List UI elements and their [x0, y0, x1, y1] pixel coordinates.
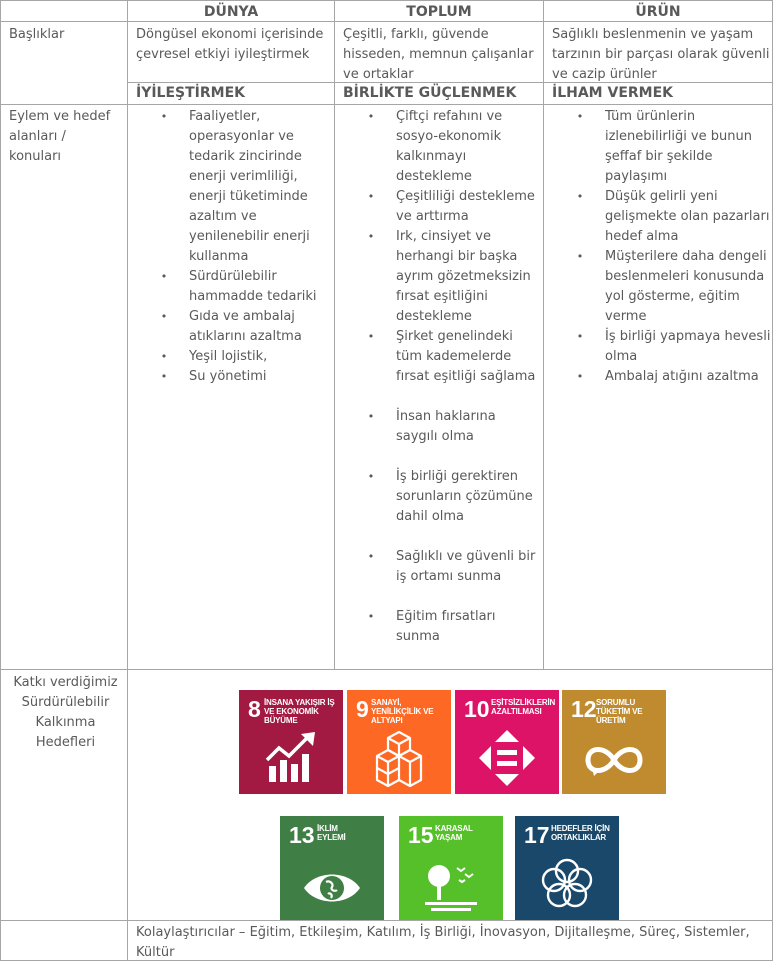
- sdg-number: 12: [571, 696, 597, 722]
- growth-chart-icon: [261, 728, 321, 788]
- actions-world-list: [160, 107, 331, 387]
- sdg-tile-12: [562, 690, 666, 794]
- list-item: • İş birliği yapmaya hevesli olma: [576, 329, 771, 364]
- pillar-product: İLHAM VERMEK: [552, 85, 674, 101]
- sdg-title: SANAYİ, YENİLİKÇİLİK VE ALTYAPI: [371, 698, 434, 725]
- list-item: • İnsan haklarına saygılı olma: [367, 409, 496, 444]
- headline-product: Sağlıklı beslenmenin ve yaşam tarzının bir parçası olarak güvenli ve cazip ürünler: [552, 27, 770, 82]
- table-row-divider: [0, 104, 773, 105]
- cubes-icon: [369, 728, 429, 788]
- list-item: • Faaliyetler, operasyonlar ve tedarik zincirinde enerji verimliliği, enerji tüketiminde azaltım ve yenilenebilir enerji kullanma: [160, 109, 310, 264]
- sdg-tile-8: [239, 690, 343, 794]
- row-label-actions: Eylem ve hedef alanları / konuları: [9, 109, 111, 164]
- list-item: • Çiftçi refahını ve sosyo-ekonomik kalkınmayı destekleme: [367, 109, 503, 184]
- actions-product-list: [576, 107, 771, 387]
- list-item: • Irk, cinsiyet ve herhangi bir başka ayrım gözetmeksizin fırsat eşitliğini destekleme: [367, 229, 531, 324]
- sdg-number: 17: [524, 822, 550, 848]
- sdg-number: 13: [289, 822, 315, 848]
- table-row-divider: [0, 920, 773, 921]
- sdg-number: 8: [248, 696, 261, 722]
- table-col-divider: [127, 0, 128, 961]
- list-item: • Şirket genelindeki tüm kademelerde fırsat eşitliği sağlama: [367, 329, 536, 384]
- equality-icon: [477, 728, 537, 788]
- list-item: • Müşterilere daha dengeli beslenmeleri konusunda yol gösterme, eğitim verme: [576, 249, 767, 324]
- column-header-world: DÜNYA: [203, 4, 259, 20]
- eye-globe-icon: [302, 854, 362, 914]
- sdg-title: SORUMLU TÜKETİM VE ÜRETİM: [596, 698, 643, 725]
- infinity-icon: [584, 728, 644, 788]
- list-item: • Gıda ve ambalaj atıklarını azaltma: [160, 309, 302, 344]
- sdg-tile-9: [347, 690, 451, 794]
- sdg-tile-10: [455, 690, 559, 794]
- list-item: • Eğitim fırsatları sunma: [367, 609, 496, 644]
- headline-society: Çeşitli, farklı, güvende hisseden, memnun çalışanlar ve ortaklar: [343, 27, 534, 82]
- sdg-title: EŞİTSİZLİKLERİN AZALTILMASI: [491, 698, 556, 716]
- enablers-text: Kolaylaştırıcılar – Eğitim, Etkileşim, Katılım, İş Birliği, İnovasyon, Dijitalleşme, Süreç, Sistemler, Kültür: [136, 925, 750, 960]
- column-header-product: ÜRÜN: [635, 4, 681, 20]
- flower-rings-icon: [537, 854, 597, 914]
- sdg-tile-17: [515, 816, 619, 920]
- sdg-number: 9: [356, 696, 369, 722]
- sdg-title: KARASAL YAŞAM: [435, 824, 473, 842]
- list-item: • İş birliği gerektiren sorunların çözümüne dahil olma: [367, 469, 533, 524]
- list-item: • Sağlıklı ve güvenli bir iş ortamı sunma: [367, 549, 536, 584]
- pillar-world: İYİLEŞTİRMEK: [136, 85, 246, 101]
- pillar-society: BİRLİKTE GÜÇLENMEK: [343, 85, 517, 101]
- sdg-title: İKLİM EYLEMİ: [317, 824, 346, 842]
- list-item: • Sürdürülebilir hammadde tedariki: [160, 269, 317, 304]
- actions-society-list: [367, 107, 540, 647]
- sdg-title: İNSANA YAKIŞIR İŞ VE EKONOMİK BÜYÜME: [264, 698, 335, 725]
- bullet-list-world: [160, 107, 331, 387]
- table-col-divider: [543, 0, 544, 670]
- sdg-tile-13: [280, 816, 384, 920]
- sdg-tile-15: [399, 816, 503, 920]
- sdg-number: 15: [408, 822, 434, 848]
- row-label-headlines: Başlıklar: [9, 27, 65, 42]
- table-border-left: [0, 0, 1, 961]
- tree-birds-icon: [421, 854, 481, 914]
- bullet-list-society: [367, 107, 540, 647]
- table-col-divider: [334, 0, 335, 670]
- list-item: • Ambalaj atığını azaltma: [576, 369, 759, 384]
- table-row-divider: [0, 669, 773, 670]
- bullet-list-product: [576, 107, 771, 387]
- column-header-society: TOPLUM: [406, 4, 472, 20]
- list-item: • Tüm ürünlerin izlenebilirliği ve bunun şeffaf bir şekilde paylaşımı: [576, 109, 752, 184]
- list-item: • Yeşil lojistik,: [160, 349, 268, 364]
- sdg-title: HEDEFLER İÇİN ORTAKLIKLAR: [551, 824, 610, 842]
- headline-world: Döngüsel ekonomi içerisinde çevresel etkiyi iyileştirmek: [136, 27, 324, 62]
- sdg-number: 10: [464, 696, 490, 722]
- list-item: • Su yönetimi: [160, 369, 267, 384]
- row-label-sdg: Katkı verdiğimiz Sürdürülebilir Kalkınma Hedefleri: [13, 675, 118, 750]
- list-item: • Düşük gelirli yeni gelişmekte olan pazarları hedef alma: [576, 189, 770, 244]
- list-item: • Çeşitliliği destekleme ve arttırma: [367, 189, 535, 224]
